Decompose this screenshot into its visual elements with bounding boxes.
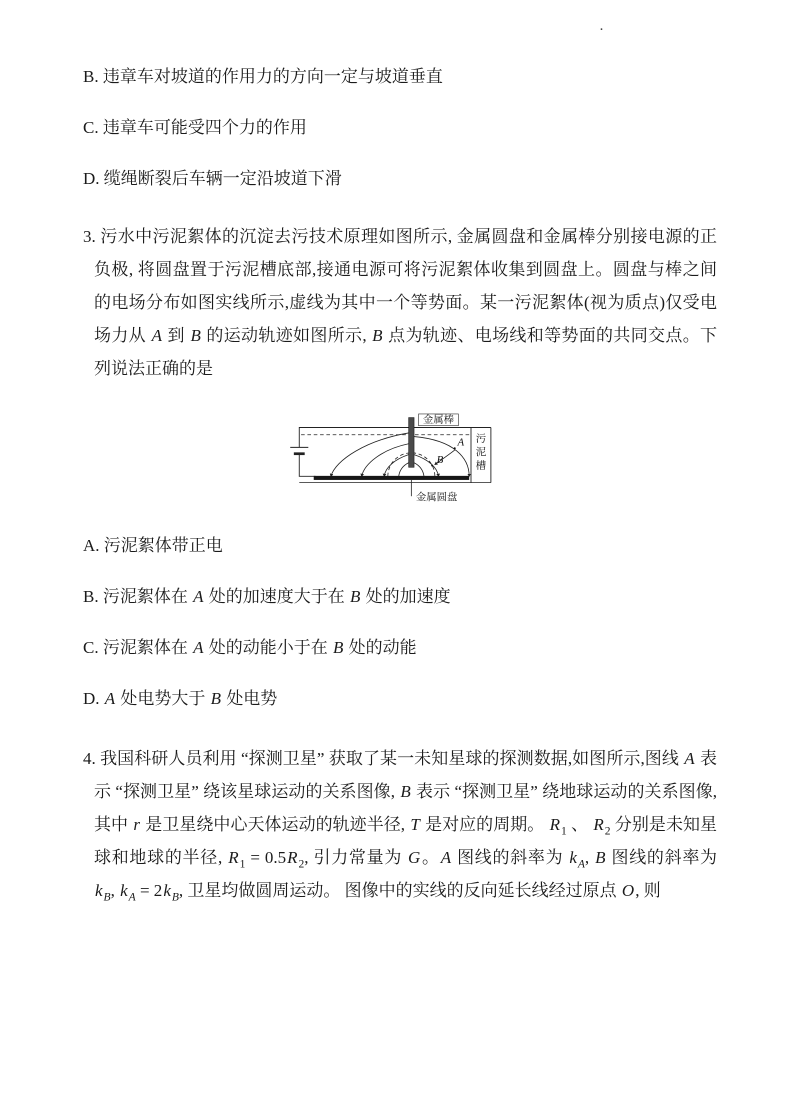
corner-mark: ·	[599, 22, 604, 38]
disk-label: 金属圆盘	[415, 492, 457, 504]
q4-stem: 4. 我国科研人员利用 “探测卫星” 获取了某一未知星球的探测数据,如图所示,图线 A 表示 “探测卫星” 绕该星球运动的关系图像, B 表示 “探测卫星” 绕地球运动的关系图像,其中 r 是卫星绕中心天体运动的轨迹半径, T 是对应的周期。 $R_1$ 、 $R_2$ 分别是未知星球和地球的半径, $R_1 = 0.5R_2$, 引力常量为 G。A 图线的斜率为 $k_A$, B 图线的斜率为 $k_B$, $k_A = 2k_B$, 卫星均做圆周运动。 图像中的实线的反向延长线经过原点 O, 则	[83, 749, 717, 904]
tank-label-char-3: 槽	[475, 461, 486, 473]
point-b-label: B	[436, 453, 443, 466]
point-b-dot	[431, 464, 433, 466]
q3-option-c: C. 污泥絮体在 A 处的动能小于在 B 处的动能	[83, 638, 417, 657]
q3-diagram	[283, 413, 518, 508]
q2-option-b: B. 违章车对坡道的作用力的方向一定与坡道垂直	[83, 67, 443, 86]
q3-option-a: A. 污泥絮体带正电	[83, 536, 223, 555]
point-a-label: A	[456, 436, 464, 449]
q3-option-d: D. A 处电势大于 B 处电势	[83, 689, 278, 708]
tank-label-char-2: 泥	[475, 447, 486, 459]
rod-label: 金属棒	[422, 414, 454, 426]
q3-option-b: B. 污泥絮体在 A 处的加速度大于在 B 处的加速度	[83, 587, 451, 606]
page-content	[83, 0, 717, 1100]
q2-option-d: D. 缆绳断裂后车辆一定沿坡道下滑	[83, 169, 342, 188]
q2-option-c: C. 违章车可能受四个力的作用	[83, 118, 307, 137]
sludge-tank-figure	[283, 413, 518, 508]
metal-rod	[408, 418, 413, 468]
metal-disk	[313, 476, 468, 480]
tank-label-char-1: 污	[475, 433, 486, 445]
point-a-dot	[453, 447, 455, 449]
q3-stem: 3. 污水中污泥絮体的沉淀去污技术原理如图所示, 金属圆盘和金属棒分别接电源的正负极, 将圆盘置于污泥槽底部,接通电源可将污泥絮体收集到圆盘上。圆盘与棒之间的电场分布如图实线所示,虚线为其中一个等势面。某一污泥絮体(视为质点)仅受电场力从 A 到 B 的运动轨迹如图所示, B 点为轨迹、电场线和等势面的共同交点。下列说法正确的是	[83, 227, 717, 378]
